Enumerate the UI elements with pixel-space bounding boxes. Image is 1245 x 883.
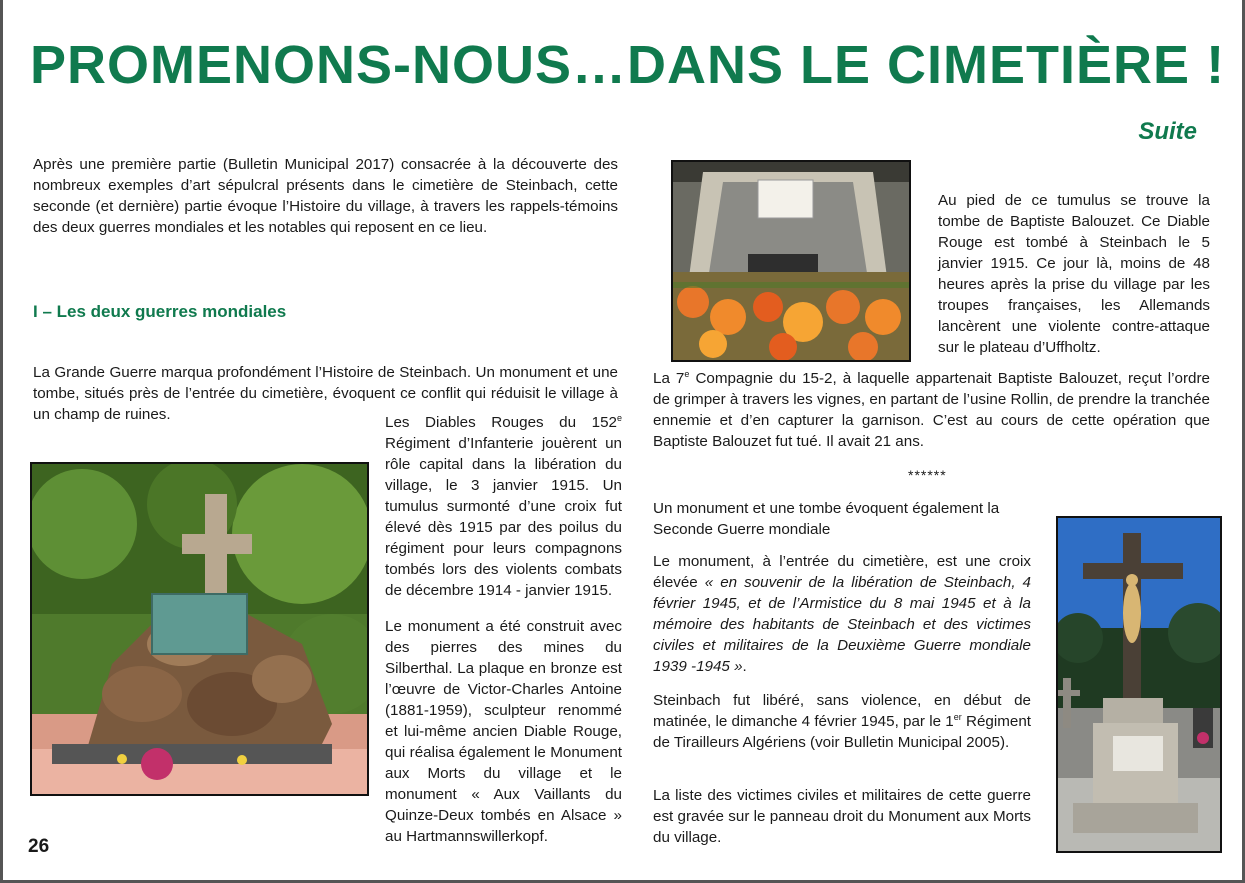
page-title: PROMENONS-NOUS…DANS LE CIMETIÈRE ! (30, 35, 1226, 95)
intro-paragraph: Après une première partie (Bulletin Municipal 2017) consacrée à la découverte des nombreux exemples d’art sépulcral présents dans le cimetière de Steinbach, cette seconde (et dernière) partie évoque l’Histoire du village, à travers les rappels-témoins des deux guerres mondiales et les notables qui reposent en ce lieu. (33, 156, 618, 236)
compagnie-paragraph: La 7e Compagnie du 15-2, à laquelle appartenait Baptiste Balouzet, reçut l’ordre de grimper à travers les vignes, en partant de l’usine Rollin, de prendre la tranchée ennemie et d’en capturer la garnison. C’est au cours de cette opération que Baptiste Balouzet fut tué. Il avait 21 ans. (653, 368, 1210, 450)
seconde-paragraph-3: Steinbach fut libéré, sans violence, en début de matinée, le dimanche 4 février 1945, par le 1er Régiment de Tirailleurs Algériens (voir Bulletin Municipal 2005). (653, 692, 1031, 751)
seconde-paragraph-2: Le monument, à l’entrée du cimetière, est une croix élevée « en souvenir de la libération de Steinbach, 4 février 1945, et de l’Armistice du 8 mai 1945 et à la mémoire des habitants de Steinbach et des victimes civiles et militaires de la Deuxième Guerre mondiale 1939 -1945 ». (653, 553, 1031, 675)
diables-paragraph-1: Les Diables Rouges du 152e Régiment d’Infanterie jouèrent un rôle capital dans la libération du village, le 3 janvier 1915. Un tumulus surmonté d’une croix fut élevé dès 1915 par des poilus du régiment pour leurs compagnons tombés lors des violents combats de décembre 1914 - janvier 1915. (385, 412, 622, 599)
grave-image (673, 162, 909, 360)
page-subtitle: Suite (1138, 118, 1197, 145)
tombe-paragraph: Au pied de ce tumulus se trouve la tombe de Baptiste Balouzet. Ce Diable Rouge est tombé à Steinbach le 5 janvier 1915. Ce jour là, moins de 48 heures après la prise du village par les troupes françaises, les Allemands lancèrent une violente contre-attaque sur le plateau d’Uffholtz. (938, 192, 1210, 356)
cross-image (1058, 518, 1220, 851)
cross-photo (1056, 516, 1222, 853)
tumulus-image (32, 464, 367, 794)
section-separator: ****** (908, 467, 947, 483)
grave-photo (671, 160, 911, 362)
tumulus-photo (30, 462, 369, 796)
seconde-paragraph-4: La liste des victimes civiles et militaires de cette guerre est gravée sur le panneau droit du Monument aux Morts du village. (653, 787, 1031, 846)
diables-paragraph-2: Le monument a été construit avec des pierres des mines du Silberthal. La plaque en bronze est l’œuvre de Victor-Charles Antoine (1881-1959), sculpteur renommé et lui-même ancien Diable Rouge, qui réalisa également le Monument aux Morts du village et le monument « Aux Vaillants du Quinze-Deux tombés en Alsace » au Hartmannswillerkopf. (385, 618, 622, 845)
section-heading: I – Les deux guerres mondiales (33, 302, 287, 321)
seconde-paragraph-1: Un monument et une tombe évoquent également la Seconde Guerre mondiale (653, 500, 1000, 538)
page-number: 26 (28, 836, 50, 857)
grande-guerre-paragraph: La Grande Guerre marqua profondément l’Histoire de Steinbach. Un monument et une tombe, situés près de l’entrée du cimetière, évoquent ce conflit qui réduisit le village à un champ de ruines. (33, 364, 618, 423)
